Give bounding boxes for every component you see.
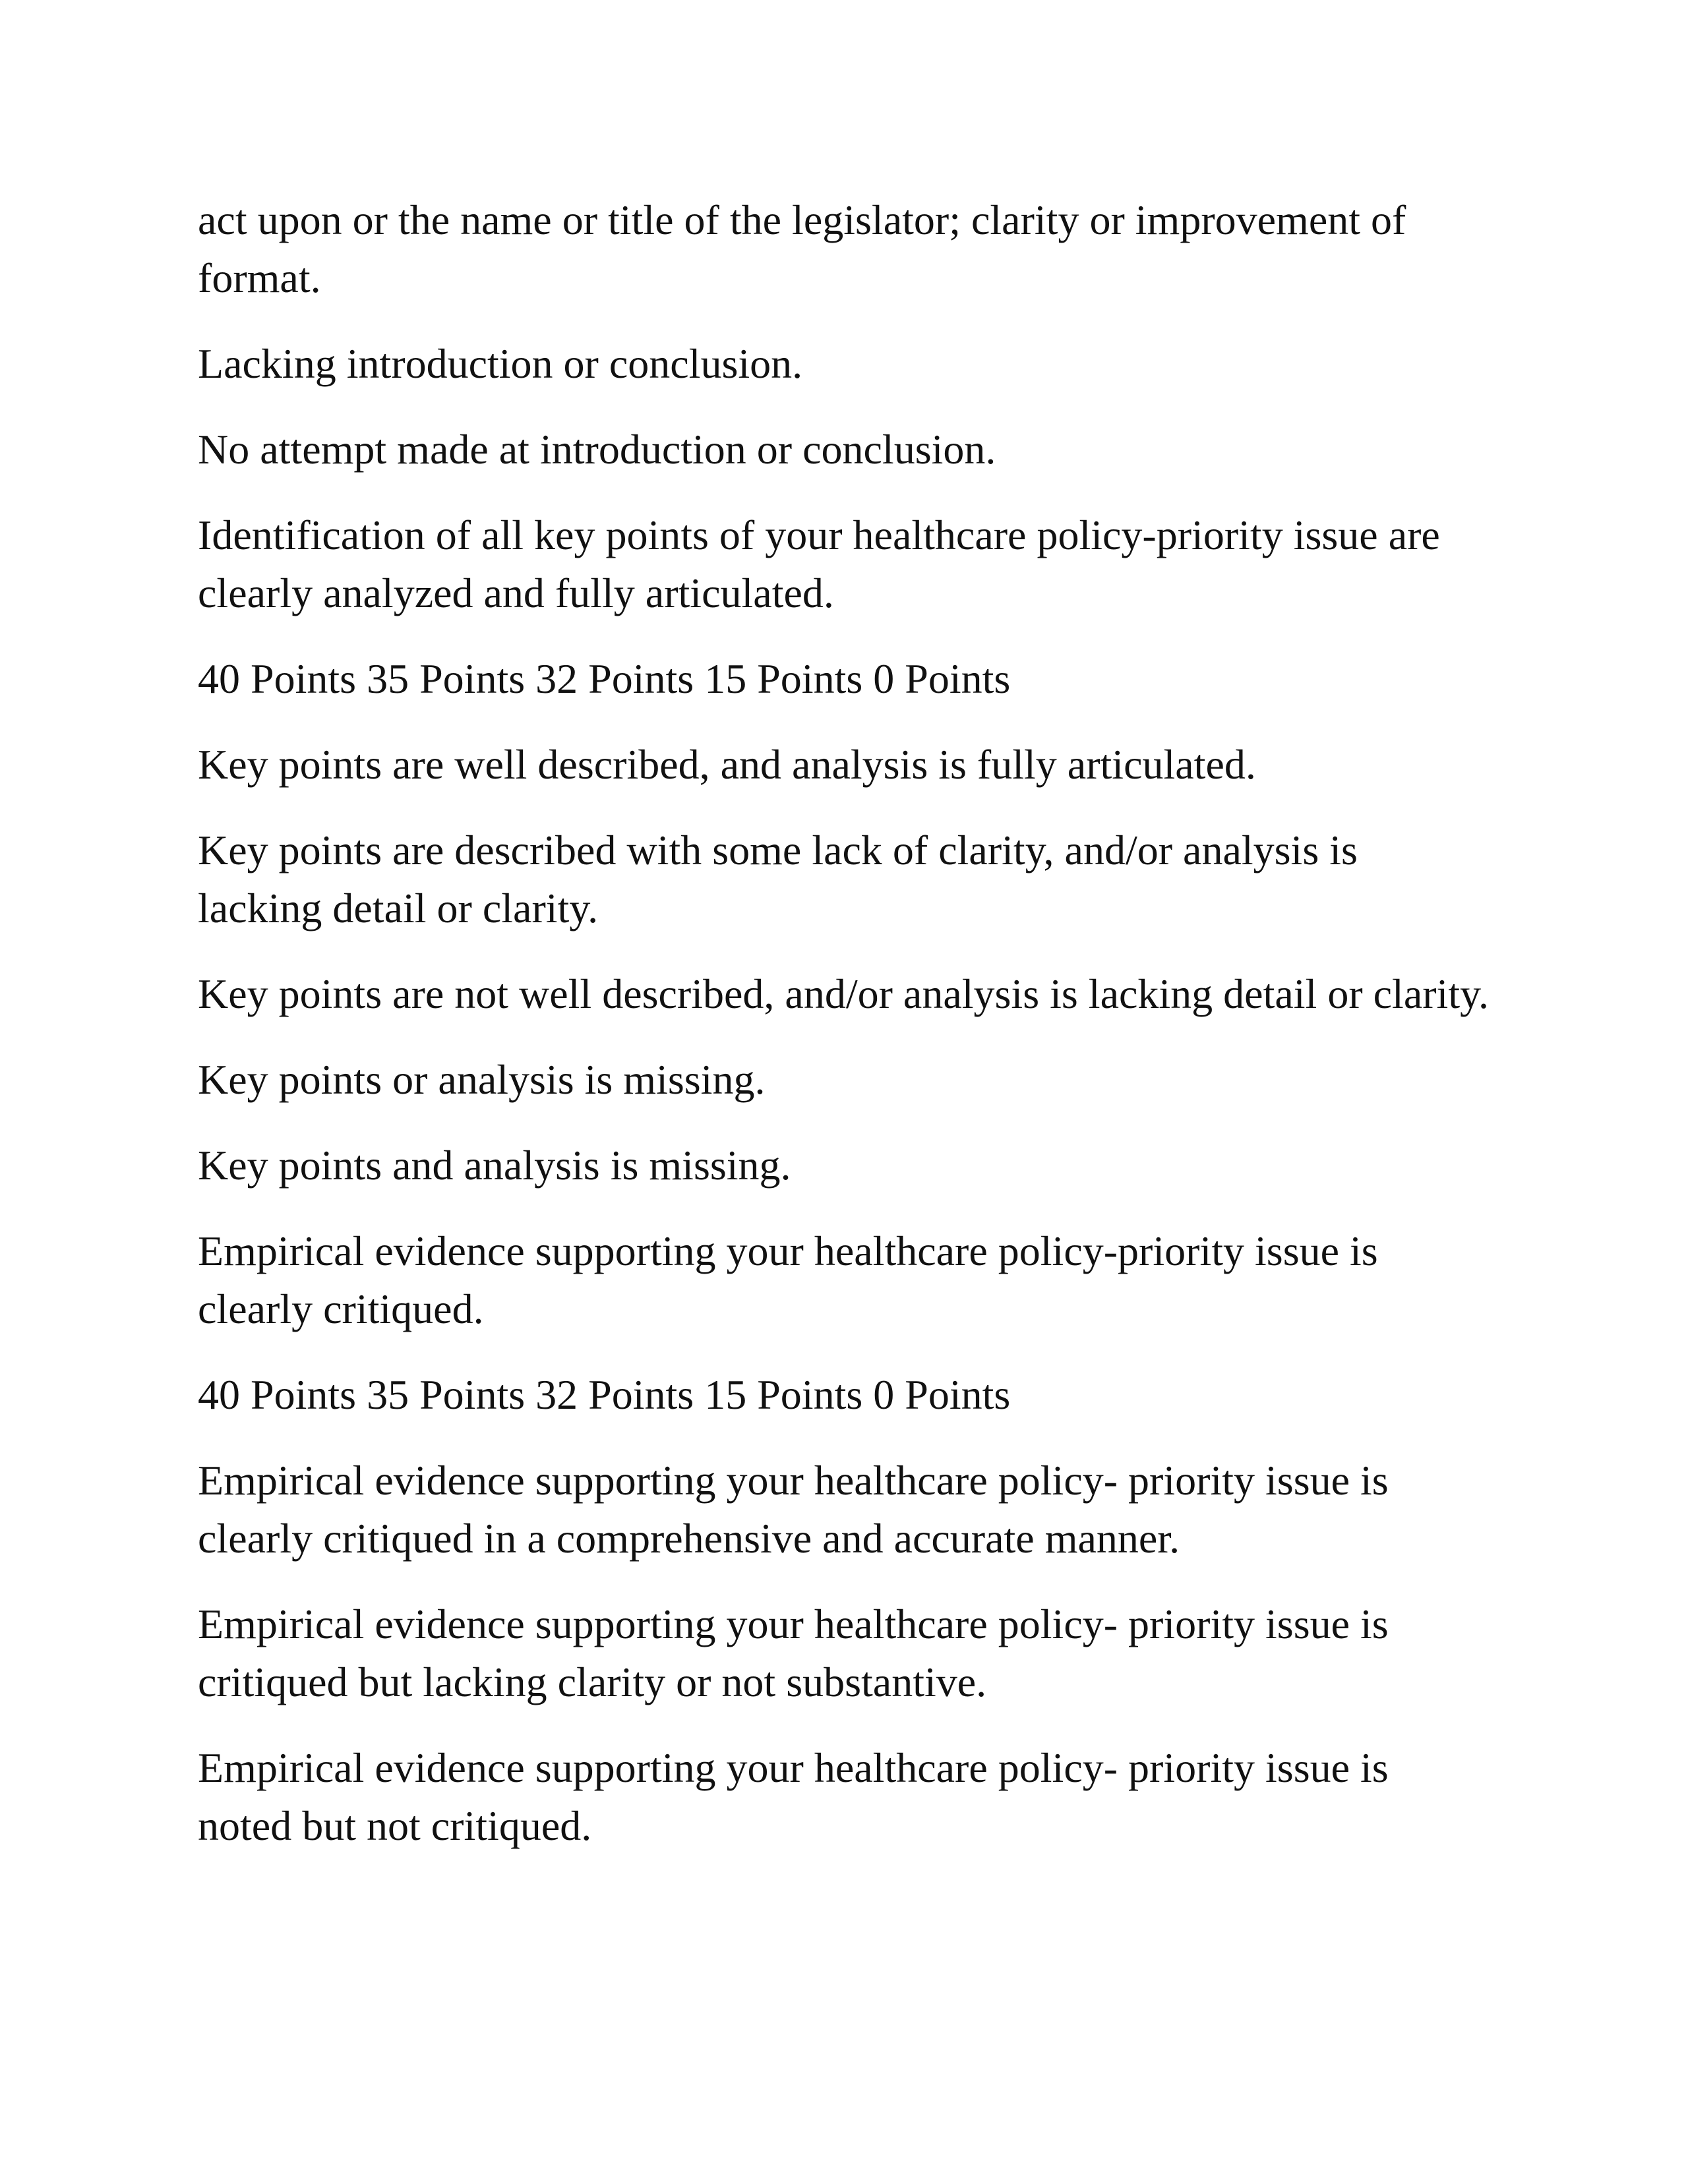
points-scale-key-points: 40 Points 35 Points 32 Points 15 Points 0 Points [198,655,1011,702]
paragraph-key-points-40: Key points are well described, and analysis is fully articulated. [198,741,1256,788]
paragraph-evidence-40: Empirical evidence supporting your healthcare policy- priority issue is clearly critiqued in a comprehensive and accurate manner. [198,1457,1389,1562]
document-body [198,191,1490,1883]
paragraph-format-criteria: act upon or the name or title of the legislator; clarity or improvement of format. [198,196,1406,301]
paragraph-evidence-35: Empirical evidence supporting your healthcare policy- priority issue is critiqued but lacking clarity or not substantive. [198,1601,1389,1705]
paragraph-key-points-15: Key points or analysis is missing. [198,1056,766,1103]
paragraph-key-points-0: Key points and analysis is missing. [198,1142,791,1189]
points-scale-evidence: 40 Points 35 Points 32 Points 15 Points 0 Points [198,1371,1011,1418]
paragraph-lacking-intro: Lacking introduction or conclusion. [198,340,803,387]
paragraph-evidence-criterion: Empirical evidence supporting your healthcare policy-priority issue is clearly critiqued. [198,1227,1378,1332]
paragraph-key-points-criterion: Identification of all key points of your healthcare policy-priority issue are clearly analyzed and fully articulated. [198,512,1440,616]
paragraph-no-intro: No attempt made at introduction or conclusion. [198,426,996,473]
paragraph-evidence-32: Empirical evidence supporting your healthcare policy- priority issue is noted but not critiqued. [198,1744,1389,1849]
paragraph-key-points-32: Key points are not well described, and/or analysis is lacking detail or clarity. [198,970,1489,1017]
paragraph-key-points-35: Key points are described with some lack of clarity, and/or analysis is lacking detail or clarity. [198,827,1358,931]
